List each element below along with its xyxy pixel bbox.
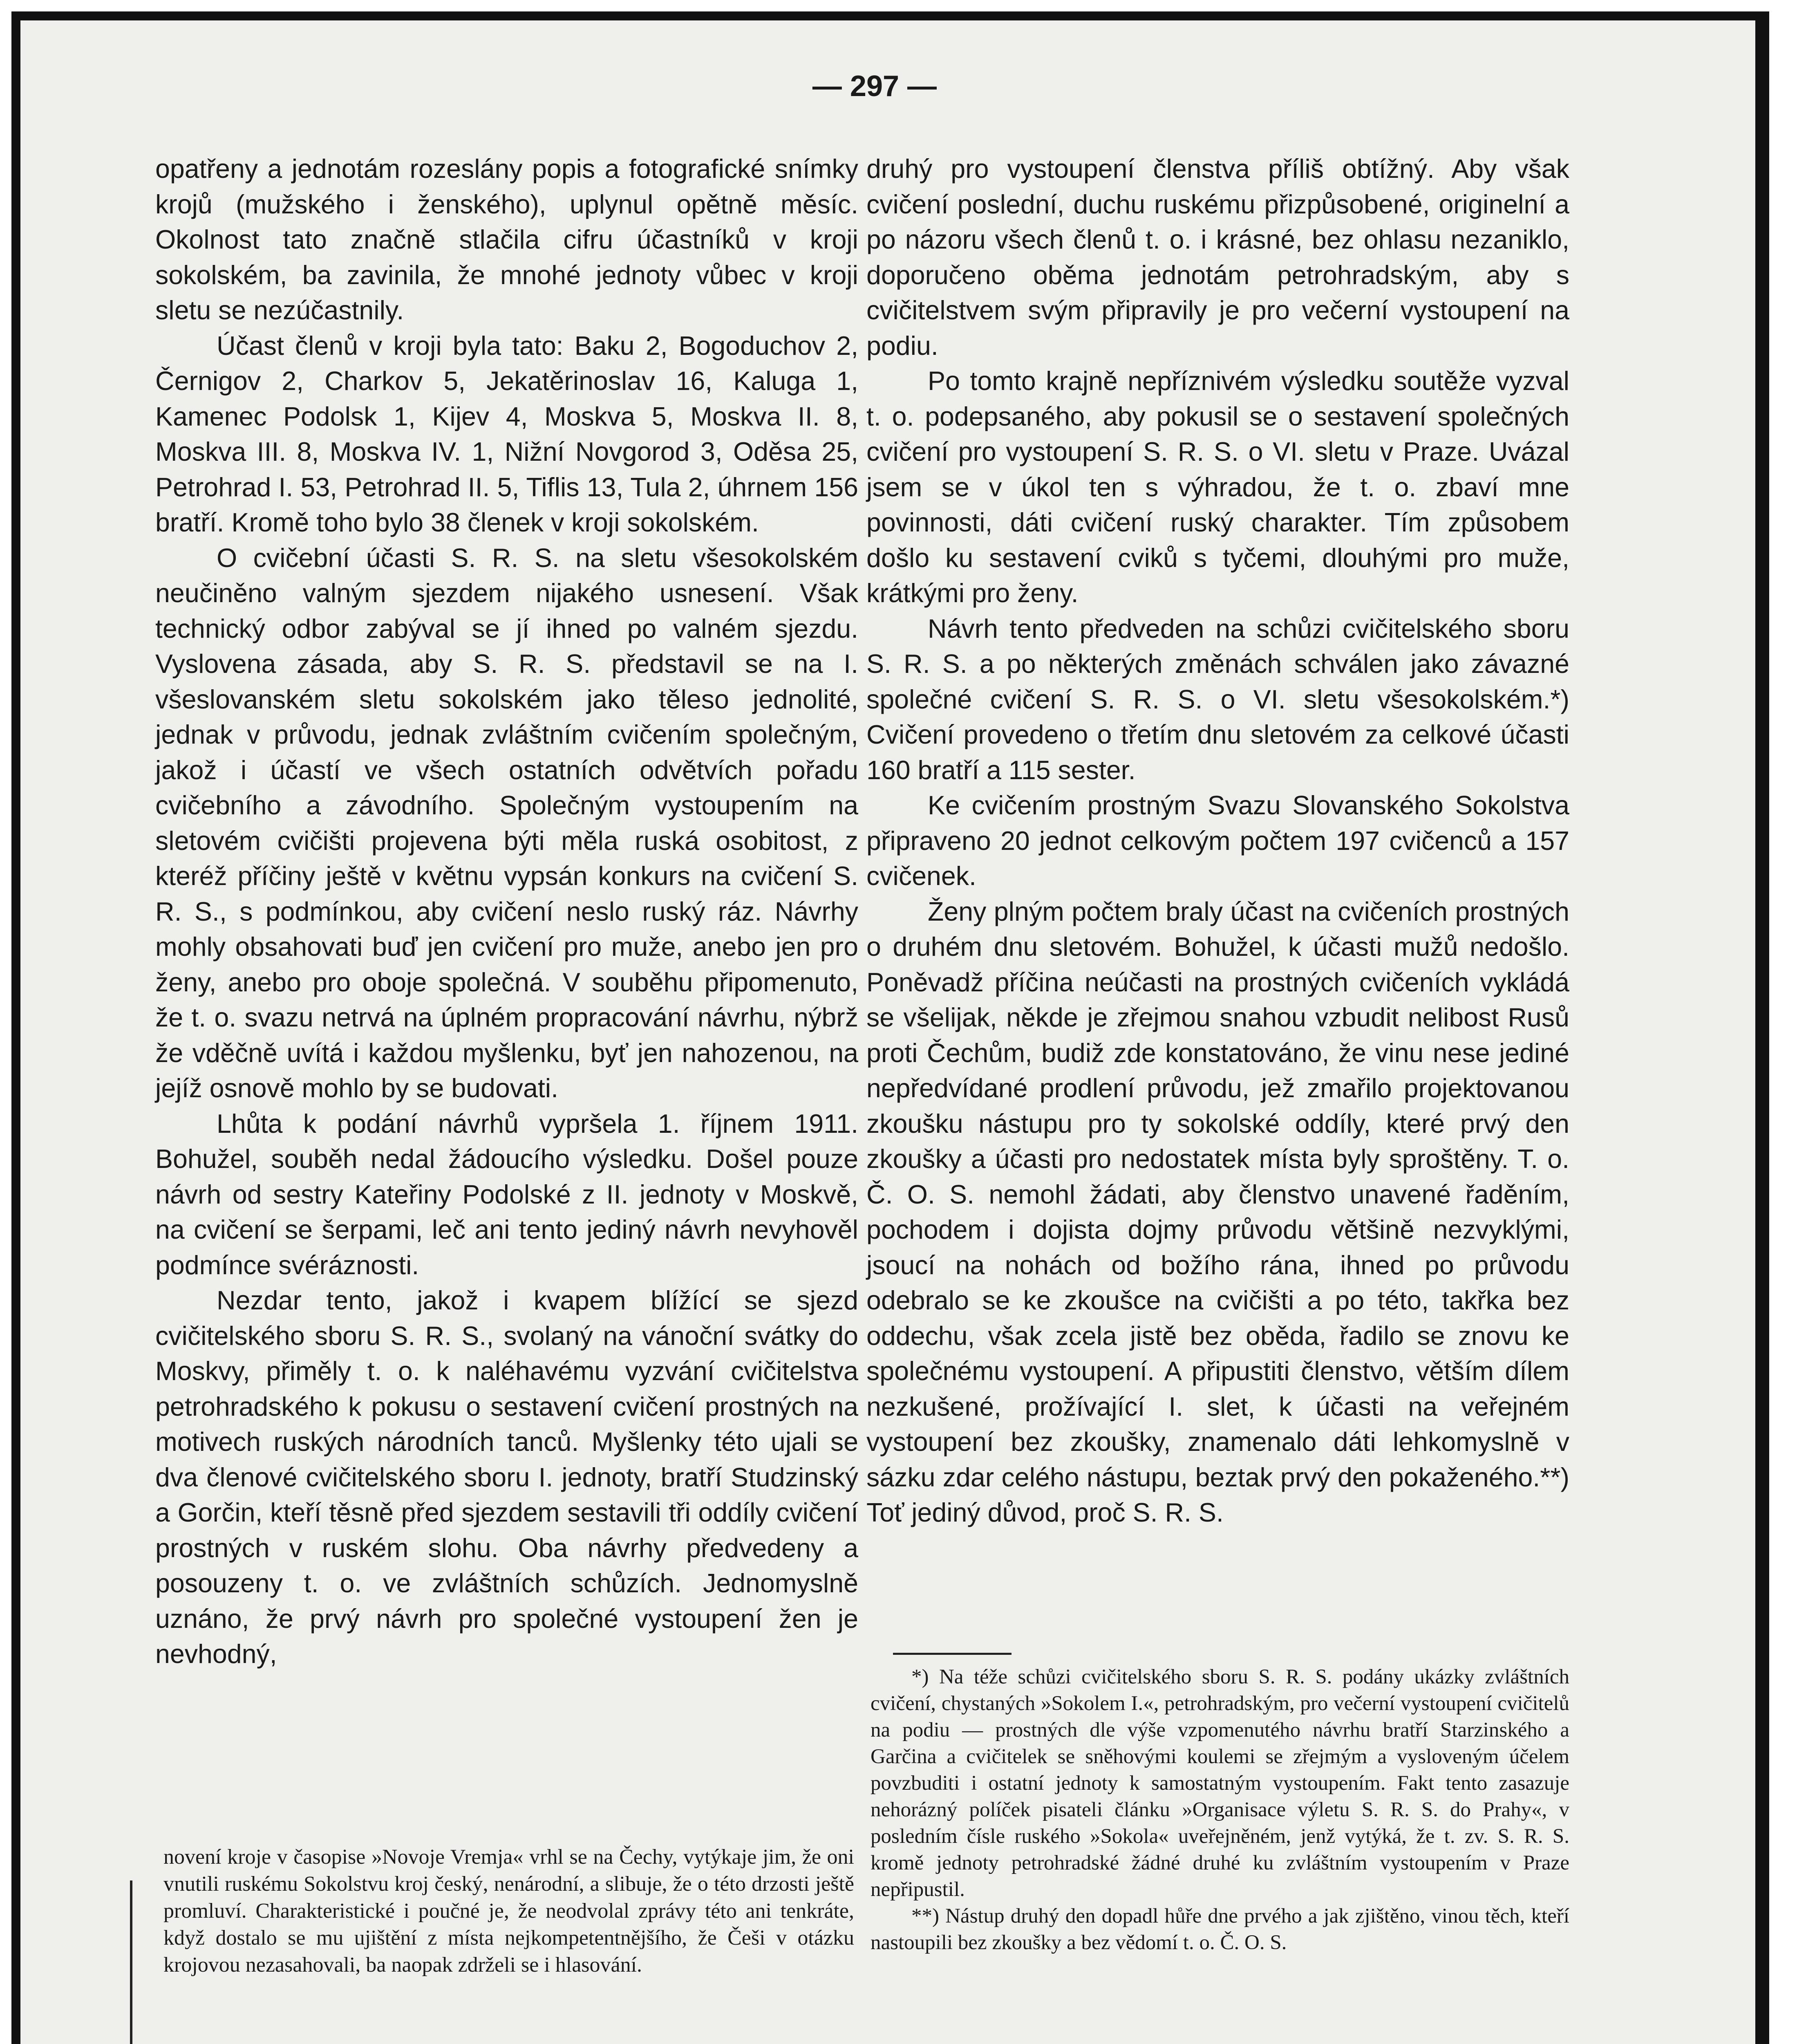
footnote-rule <box>893 1653 1012 1655</box>
left-column <box>155 151 858 1672</box>
paragraph: druhý pro vystoupení členstva příliš obtížný. Aby však cvičení poslední, duchu ruskému přizpůsobené, originelní a po názoru všech členů t. o. i krásné, bez ohlasu nezaniklo, doporučeno oběma jednotám petrohradským, aby s cvičitelstvem svým připravily je pro večerní vystoupení na podiu. <box>866 154 1569 361</box>
page-number: — 297 — <box>812 70 937 103</box>
paragraph: Ke cvičením prostným Svazu Slovanského Sokolstva připraveno 20 jednot celkovým počtem 197 cvičenců a 157 cvičenek. <box>866 791 1569 891</box>
paragraph: Ženy plným počtem braly účast na cvičeních prostných o druhém dnu sletovém. Bohužel, k účasti mužů nedošlo. Poněvadž příčina neúčasti na prostných cvičeních vykládá se všelijak, někde je zřejmou snahou vzbudit nelibost Rusů proti Čechům, budiž zde konstatováno, že vinu nese jediné nepředvídané prodlení průvodu, jež zmařilo projektovanou zkoušku nástupu pro ty sokolské oddíly, které prvý den zkoušky a účasti pro nedostatek místa byly sproštěny. T. o. Č. O. S. nemohl žádati, aby členstvo unavené řaděním, pochodem i dojista dojmy průvodu většině nezvyklými, jsoucí na nohách od božího rána, ihned po průvodu odebralo se ke zkoušce na cvičišti a po této, takřka bez oddechu, však zcela jistě bez oběda, řadilo se znovu ke společnému vystoupení. A připustiti členstvo, větším dílem nezkušené, prožívající I. slet, k účasti na veřejném vystoupení bez zkoušky, znamenalo dáti lehkomyslně v sázku zdar celého nástupu, beztak prvý den pokaženého.**) Toť jediný důvod, proč S. R. S. <box>866 896 1569 1527</box>
left-footnote <box>163 1844 854 1979</box>
right-footnotes <box>871 1664 1569 1956</box>
paragraph: Lhůta k podání návrhů vypršela 1. říjnem 1911. Bohužel, souběh nedal žádoucího výsledku. Došel pouze návrh od sestry Kateřiny Podolské z II. jednoty v Moskvě, na cvičení se šerpami, leč ani tento jediný návrh nevyhověl podmínce svéráznosti. <box>155 1109 858 1280</box>
paragraph: Nezdar tento, jakož i kvapem blížící se sjezd cvičitelského sboru S. R. S., svolaný na vánoční svátky do Moskvy, přiměly t. o. k naléhavému vyzvání cvičitelstva petrohradského k pokusu o sestavení cvičení prostných na motivech ruských národních tanců. Myšlenky této ujali se dva členové cvičitelského sboru I. jednoty, bratří Studzinský a Gorčin, kteří těsně před sjezdem sestavili tři oddíly cvičení prostných v ruském slohu. Oba návrhy předvedeny a posouzeny t. o. ve zvláštních schůzích. Jednomyslně uznáno, že prvý návrh pro společné vystoupení žen je nevhodný, <box>155 1286 858 1669</box>
paragraph: Po tomto krajně nepříznivém výsledku soutěže vyzval t. o. podepsaného, aby pokusil se o sestavení společných cvičení pro vystoupení S. R. S. o VI. sletu v Praze. Uvázal jsem se v úkol ten s výhradou, že t. o. zbaví mne povinnosti, dáti cvičení ruský charakter. Tím způsobem došlo ku sestavení cviků s tyčemi, dlouhými pro muže, krátkými pro ženy. <box>866 366 1569 608</box>
footnote-text: *) Na téže schůzi cvičitelského sboru S. R. S. podány ukázky zvláštních cvičení, chystaných »Sokolem I.«, petrohradským, pro večerní vystoupení cvičitelů na podiu — prostných dle výše vzpomenutého návrhu bratří Starzinského a Garčina a cvičitelek se sněhovými koulemi se zřejmým a vysloveným účelem povzbuditi i ostatní jednoty k samostatným vystoupením. Fakt tento zasazuje nehorázný políček pisateli článku »Organisace výletu S. R. S. do Prahy«, v posledním čísle ruského »Sokola« uveřejněném, jenž vytýká, že t. zv. S. R. S. kromě jednoty petrohradské žádné druhé ku zvláštním vystoupením v Praze nepřipustil. <box>871 1665 1569 1901</box>
footnote-text: **) Nástup druhý den dopadl hůře dne prvého a jak zjištěno, vinou těch, kteří nastoupili bez zkoušky a bez vědomí t. o. Č. O. S. <box>871 1905 1569 1954</box>
footnote-text: novení kroje v časopise »Novoje Vremja« vrhl se na Čechy, vytýkaje jim, že oni vnutili ruskému Sokolstvu kroj český, nenárodní, a slibuje, že o této drzosti ještě promluví. Charakteristické i poučné je, že neodvolal zprávy této ani tenkráte, když dostalo se mu ujištění z místa nejkompetentnějšího, že Češi v otázku krojovou nezasahovali, ba naopak zdrželi se i hlasování. <box>163 1845 854 1977</box>
paragraph: Účast členů v kroji byla tato: Baku 2, Bogoduchov 2, Černigov 2, Charkov 5, Jekatěrinoslav 16, Kaluga 1, Kamenec Podolsk 1, Kijev 4, Moskva 5, Moskva II. 8, Moskva III. 8, Moskva IV. 1, Nižní Novgorod 3, Oděsa 25, Petrohrad I. 53, Petrohrad II. 5, Tiflis 13, Tula 2, úhrnem 156 bratří. Kromě toho bylo 38 členek v kroji sokolském. <box>155 331 858 537</box>
margin-mark <box>130 1880 132 2044</box>
paragraph: O cvičební účasti S. R. S. na sletu všesokolském neučiněno valným sjezdem nijakého usnesení. Však technický odbor zabýval se jí ihned po valném sjezdu. Vyslovena zásada, aby S. R. S. představil se na I. všeslovanském sletu sokolském jako těleso jednolité, jednak v průvodu, jednak zvláštním cvičením společným, jakož i účastí ve všech ostatních odvětvích pořadu cvičebního a závodního. Společným vystoupením na sletovém cvičišti projevena býti měla ruská osobitost, z kteréž příčiny ještě v květnu vypsán konkurs na cvičení S. R. S., s podmínkou, aby cvičení neslo ruský ráz. Návrhy mohly obsahovati buď jen cvičení pro muže, anebo jen pro ženy, anebo pro oboje společná. V souběhu připomenuto, že t. o. svazu netrvá na úplném propracování návrhu, nýbrž že vděčně uvítá i každou myšlenku, byť jen nahozenou, na jejíž osnově mohlo by se budovati. <box>155 543 858 1103</box>
right-column <box>866 151 1569 1531</box>
paragraph: opatřeny a jednotám rozeslány popis a fotografické snímky krojů (mužského i ženského), uplynul opětně měsíc. Okolnost tato značně stlačila cifru účastníků v kroji sokolském, ba zavinila, že mnohé jednoty vůbec v kroji sletu se nezúčastnily. <box>155 154 858 325</box>
paragraph: Návrh tento předveden na schůzi cvičitelského sboru S. R. S. a po některých změnách schválen jako závazné společné cvičení S. R. S. o VI. sletu všesokolském.*) Cvičení provedeno o třetím dnu sletovém za celkové účasti 160 bratří a 115 sester. <box>866 614 1569 785</box>
